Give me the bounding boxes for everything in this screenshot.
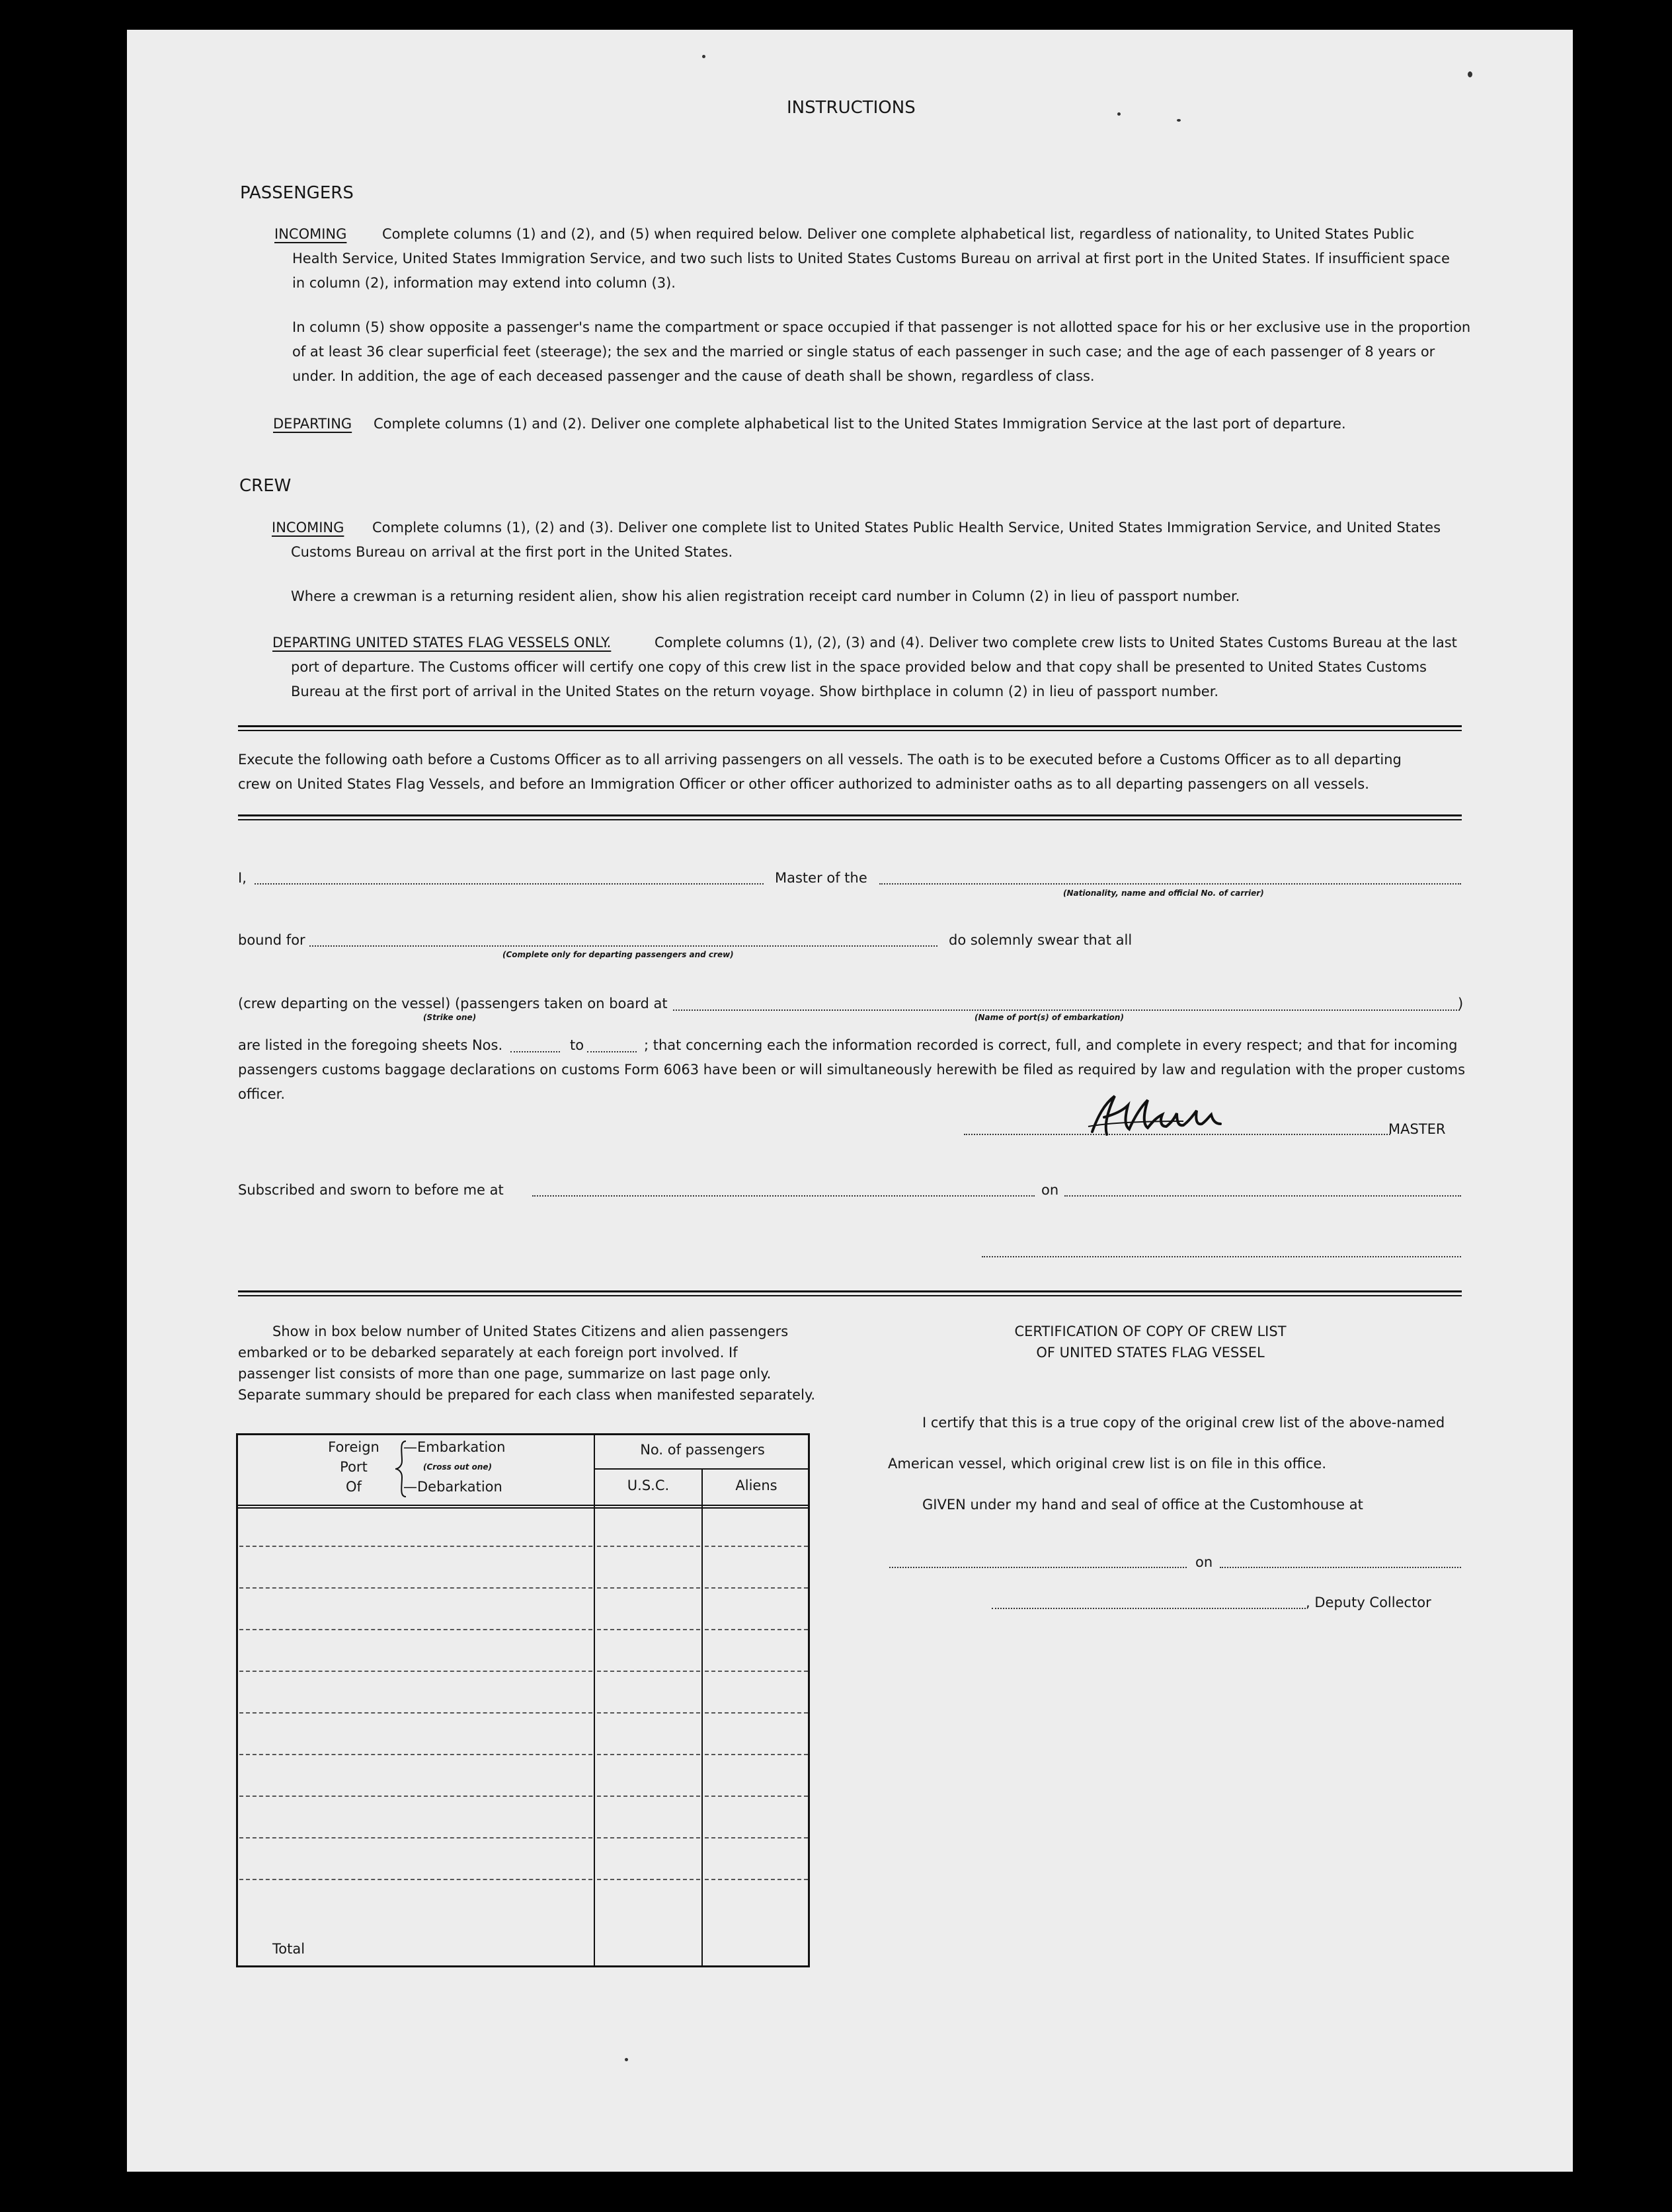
master-signature [1084, 1091, 1256, 1144]
swear-text: do solemnly swear that all [949, 932, 1133, 948]
aliens-entry-cell[interactable] [705, 1754, 808, 1755]
certification-on-label: on [1195, 1554, 1213, 1570]
foreign-label: Foreign [328, 1439, 379, 1455]
certification-date-field[interactable] [1220, 1567, 1461, 1568]
port-label: Port [340, 1459, 368, 1475]
port-entry-cell[interactable] [239, 1712, 592, 1714]
table-column-rule [701, 1468, 703, 1967]
aliens-entry-cell[interactable] [705, 1796, 808, 1797]
summary-line4: Separate summary should be prepared for each class when manifested separately. [238, 1387, 816, 1403]
divider [238, 1295, 1462, 1296]
port-entry-cell[interactable] [239, 1587, 592, 1589]
summary-line3: passenger list consists of more than one page, summarize on last page only. [238, 1366, 772, 1382]
embarkation-option[interactable]: —Embarkation [403, 1439, 506, 1455]
crew-departing-line3: Bureau at the first port of arrival in the United States on the return voyage. Show birthplace in column (2) in lieu of passport number. [291, 684, 1219, 699]
total-label: Total [272, 1941, 305, 1957]
oath-intro-line1: Execute the following oath before a Customs Officer as to all arriving passengers on all vessels. The oath is to be executed before a Customs Officer as to all departing [238, 752, 1402, 768]
cross-out-note: (Cross out one) [423, 1462, 493, 1472]
aliens-header: Aliens [735, 1478, 777, 1493]
usc-header: U.S.C. [627, 1478, 670, 1493]
divider [238, 819, 1462, 820]
usc-entry-cell[interactable] [597, 1754, 700, 1755]
table-header-rule [236, 1505, 810, 1506]
table-header-rule [236, 1507, 810, 1509]
crew-incoming-label: INCOMING [272, 520, 344, 535]
column5-line3: under. In addition, the age of each deceased passenger and the cause of death shall be shown, regardless of class. [292, 368, 1095, 384]
listed-to: to [570, 1037, 584, 1053]
port-entry-cell[interactable] [239, 1796, 592, 1797]
sheet-from-field[interactable] [510, 1051, 560, 1052]
certification-title-line1: CERTIFICATION OF COPY OF CREW LIST [1014, 1323, 1287, 1339]
listed-text-a: are listed in the foregoing sheets Nos. [238, 1037, 503, 1053]
usc-entry-cell[interactable] [597, 1546, 700, 1547]
usc-entry-cell[interactable] [597, 1712, 700, 1714]
passengers-incoming-line1: Complete columns (1) and (2), and (5) when required below. Deliver one complete alphabetical list, regardless of nationality, to United States Public [382, 226, 1415, 242]
american-vessel-text: American vessel, which original crew list is on file in this office. [888, 1456, 1327, 1472]
close-paren: ) [1458, 996, 1464, 1011]
passenger-summary-table [236, 1433, 810, 1967]
table-column-rule [594, 1433, 595, 1967]
strike-one-note: (Strike one) [423, 1013, 477, 1022]
aliens-entry-cell[interactable] [705, 1879, 808, 1880]
sheet-to-field[interactable] [587, 1051, 637, 1052]
port-entry-cell[interactable] [239, 1837, 592, 1838]
port-entry-cell[interactable] [239, 1671, 592, 1672]
aliens-entry-cell[interactable] [705, 1837, 808, 1838]
oath-i-label: I, [238, 870, 247, 886]
scan-speck [1177, 119, 1181, 122]
nationality-note: (Nationality, name and official No. of carrier) [1063, 889, 1264, 898]
customhouse-field[interactable] [889, 1567, 1187, 1568]
crew-departing-line2: port of departure. The Customs officer will certify one copy of this crew list in the space provided below and that copy shall be presented to United States Customs [291, 659, 1427, 675]
passengers-incoming-line3: in column (2), information may extend into column (3). [292, 275, 676, 291]
column5-line2: of at least 36 clear superficial feet (steerage); the sex and the married or single status of each passenger in such case; and the age of each passenger of 8 years or [292, 344, 1435, 360]
scan-speck [625, 2058, 628, 2061]
crew-departing-line1: Complete columns (1), (2), (3) and (4). Deliver two complete crew lists to United States Customs Bureau at the last [655, 635, 1457, 651]
crew-departing-label: DEPARTING UNITED STATES FLAG VESSELS ONLY. [272, 635, 612, 651]
port-entry-cell[interactable] [239, 1754, 592, 1755]
subscribed-place-field[interactable] [532, 1195, 1035, 1197]
passengers-departing-label: DEPARTING [273, 416, 352, 432]
aliens-entry-cell[interactable] [705, 1546, 808, 1547]
master-of-label: Master of the [775, 870, 867, 886]
usc-entry-cell[interactable] [597, 1879, 700, 1880]
port-entry-cell[interactable] [239, 1629, 592, 1630]
subscribed-on-label: on [1041, 1182, 1059, 1198]
usc-entry-cell[interactable] [597, 1837, 700, 1838]
summary-line1: Show in box below number of United States Citizens and alien passengers [272, 1323, 789, 1339]
listed-text-b: ; that concerning each the information recorded is correct, full, and complete in every respect; and that for incoming [644, 1037, 1458, 1053]
divider [238, 725, 1462, 727]
passengers-departing-text: Complete columns (1) and (2). Deliver one complete alphabetical list to the United States Immigration Service at the last port of departure. [374, 416, 1346, 432]
aliens-entry-cell[interactable] [705, 1671, 808, 1672]
bound-for-label: bound for [238, 932, 305, 948]
listed-line3: officer. [238, 1086, 285, 1102]
aliens-entry-cell[interactable] [705, 1587, 808, 1589]
given-text: GIVEN under my hand and seal of office at the Customhouse at [922, 1497, 1363, 1513]
aliens-entry-cell[interactable] [705, 1712, 808, 1714]
master-name-field[interactable] [255, 883, 764, 885]
port-entry-cell[interactable] [239, 1879, 592, 1880]
subscribed-label: Subscribed and sworn to before me at [238, 1182, 504, 1198]
usc-entry-cell[interactable] [597, 1796, 700, 1797]
scan-speck [702, 55, 705, 58]
debarkation-option[interactable]: —Debarkation [403, 1479, 502, 1495]
of-label: Of [346, 1479, 362, 1495]
passengers-incoming-line2: Health Service, United States Immigration Service, and two such lists to United States Customs Bureau on arrival at first port in the United States. If insufficient space [292, 251, 1450, 266]
crew-incoming-line2: Customs Bureau on arrival at the first port in the United States. [291, 544, 733, 560]
crew-incoming-line1: Complete columns (1), (2) and (3). Deliver one complete list to United States Public Health Service, United States Immigration Service, and United States [372, 520, 1441, 535]
column5-line1: In column (5) show opposite a passenger's name the compartment or space occupied if that passenger is not allotted space for his or her exclusive use in the proportion [292, 319, 1471, 335]
divider [238, 1290, 1462, 1292]
officer-signature-field[interactable] [982, 1256, 1461, 1257]
deputy-collector-field[interactable] [992, 1608, 1306, 1609]
passengers-incoming-label: INCOMING [274, 226, 347, 242]
bound-for-field[interactable] [309, 945, 937, 947]
divider [238, 814, 1462, 816]
port-entry-cell[interactable] [239, 1546, 592, 1547]
scan-speck [1468, 71, 1472, 77]
no-passengers-header: No. of passengers [640, 1442, 765, 1458]
subscribed-date-field[interactable] [1064, 1195, 1461, 1197]
complete-only-note: (Complete only for departing passengers and crew) [502, 950, 734, 959]
oath-intro-line2: crew on United States Flag Vessels, and before an Immigration Officer or other officer authorized to administer oaths as to all departing passengers on all vessels. [238, 776, 1369, 792]
listed-line2: passengers customs baggage declarations on customs Form 6063 have been or will simultaneously herewith be filed as required by law and regulation with the proper customs [238, 1062, 1466, 1078]
aliens-entry-cell[interactable] [705, 1629, 808, 1630]
usc-entry-cell[interactable] [597, 1587, 700, 1589]
certification-title-line2: OF UNITED STATES FLAG VESSEL [1036, 1345, 1265, 1361]
usc-entry-cell[interactable] [597, 1671, 700, 1672]
page-title: INSTRUCTIONS [787, 98, 916, 118]
deputy-collector-label: , Deputy Collector [1306, 1595, 1431, 1610]
crew-departing-option: (crew departing on the vessel) (passengers taken on board at [238, 996, 668, 1011]
crew-heading: CREW [239, 476, 292, 496]
certify-text: I certify that this is a true copy of the original crew list of the above-named [922, 1415, 1445, 1431]
ports-of-embarkation-field[interactable] [673, 1009, 1460, 1011]
summary-line2: embarked or to be debarked separately at each foreign port involved. If [238, 1345, 738, 1361]
carrier-field[interactable] [879, 883, 1461, 885]
scan-speck [1117, 112, 1121, 116]
crew-resident-alien-text: Where a crewman is a returning resident alien, show his alien registration receipt card number in Column (2) in lieu of passport number. [291, 588, 1240, 604]
ports-note: (Name of port(s) of embarkation) [975, 1013, 1124, 1022]
master-label: MASTER [1388, 1121, 1446, 1137]
usc-entry-cell[interactable] [597, 1629, 700, 1630]
passengers-heading: PASSENGERS [240, 183, 354, 203]
divider [238, 730, 1462, 731]
